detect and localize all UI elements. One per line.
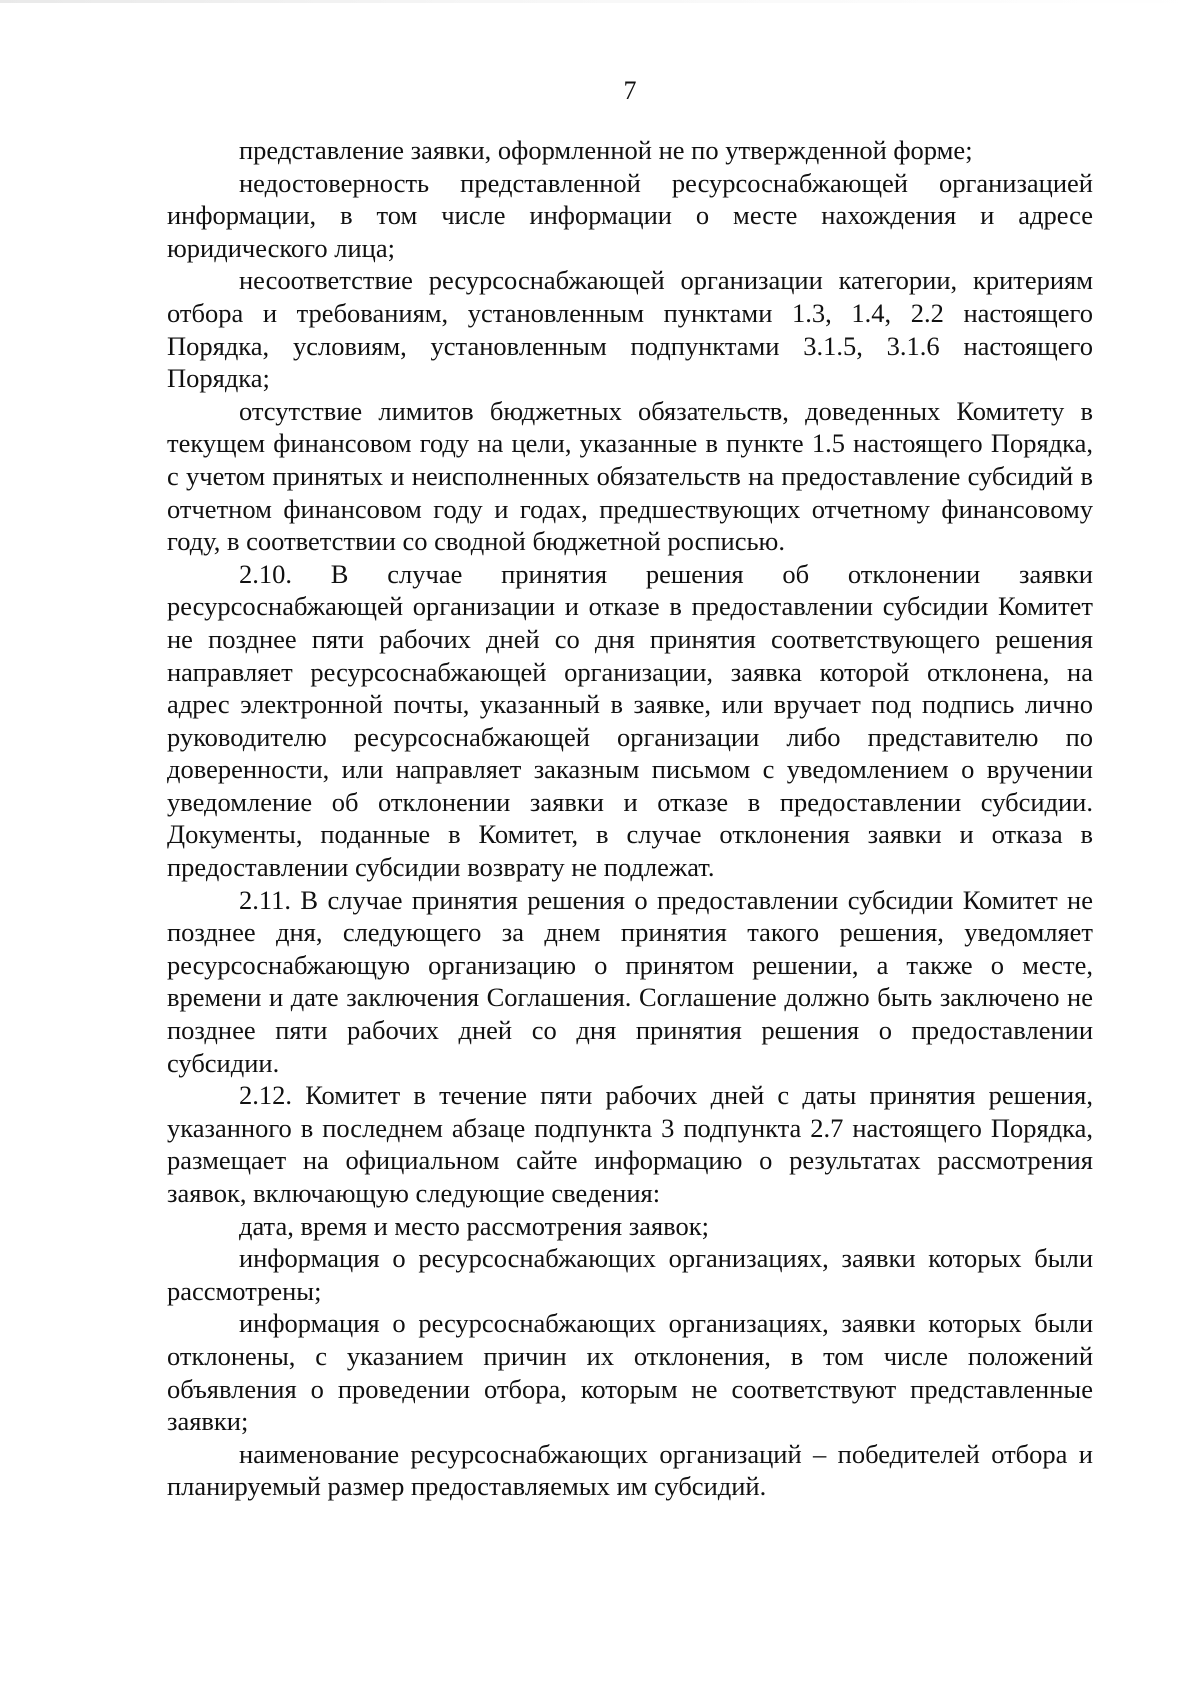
paragraph-no-budget-limits: отсутствие лимитов бюджетных обязательств, доведенных Комитету в текущем финансовом году на цели, указанные в пункте 1.5 настоящего Порядка, с учетом принятых и неисполненных обязательств на предоставление субсидий в отчетном финансовом году и годах, предшествующих отчетному финансовому году, в соответствии со сводной бюджетной росписью. [167, 395, 1093, 557]
document-body [167, 134, 1093, 1503]
paragraph-reviewed-orgs: информация о ресурсоснабжающих организациях, заявки которых были рассмотрены; [167, 1243, 1093, 1306]
paragraph-noncompliance: несоответствие ресурсоснабжающей организации категории, критериям отбора и требованиям, установленным пунктами 1.3, 1.4, 2.2 настоящего Порядка, условиям, установленным подпунктами 3.1.5, 3.1.6 настоящего Порядка; [167, 265, 1093, 394]
paragraph-rejected-orgs: информация о ресурсоснабжающих организациях, заявки которых были отклонены, с указанием причин их отклонения, в том числе положений объявления о проведении отбора, которым не соответствуют представленные заявки; [167, 1308, 1093, 1437]
paragraph-2-12: 2.12. Комитет в течение пяти рабочих дней с даты принятия решения, указанного в последнем абзаце подпункта 3 подпункта 2.7 настоящего Порядка, размещает на официальном сайте информацию о результатах рассмотрения заявок, включающую следующие сведения: [167, 1080, 1093, 1208]
paragraph-unreliable-info: недостоверность представленной ресурсоснабжающей организацией информации, в том числе информации о месте нахождения и адресе юридического лица; [167, 167, 1093, 263]
paragraph-winners: наименование ресурсоснабжающих организаций – победителей отбора и планируемый размер предоставляемых им субсидий. [167, 1438, 1093, 1502]
paragraph-2-11: 2.11. В случае принятия решения о предоставлении субсидии Комитет не позднее дня, следующего за днем принятия такого решения, уведомляет ресурсоснабжающую организацию о принятом решении, а также о месте, времени и дате заключения Соглашения. Соглашение должно быть заключено не позднее пяти рабочих дней со дня принятия решения о предоставлении субсидии. [167, 884, 1093, 1078]
paragraph-date-time-place: дата, время и место рассмотрения заявок; [239, 1210, 709, 1241]
paragraph-invalid-form: представление заявки, оформленной не по утвержденной форме; [239, 135, 973, 165]
page-number: 7 [623, 76, 637, 105]
scan-edge [0, 0, 1200, 3]
paragraph-2-10: 2.10. В случае принятия решения об отклонении заявки ресурсоснабжающей организации и отказе в предоставлении субсидии Комитет не позднее пяти рабочих дней со дня принятия соответствующего решения направляет ресурсоснабжающей организации, заявка которой отклонена, на адрес электронной почты, указанный в заявке, или вручает под подпись лично руководителю ресурсоснабжающей организации либо представителю по доверенности, или направляет заказным письмом с уведомлением о вручении уведомление об отклонении заявки и отказе в предоставлении субсидии. Документы, поданные в Комитет, в случае отклонения заявки и отказа в предоставлении субсидии возврату не подлежат. [167, 558, 1093, 883]
